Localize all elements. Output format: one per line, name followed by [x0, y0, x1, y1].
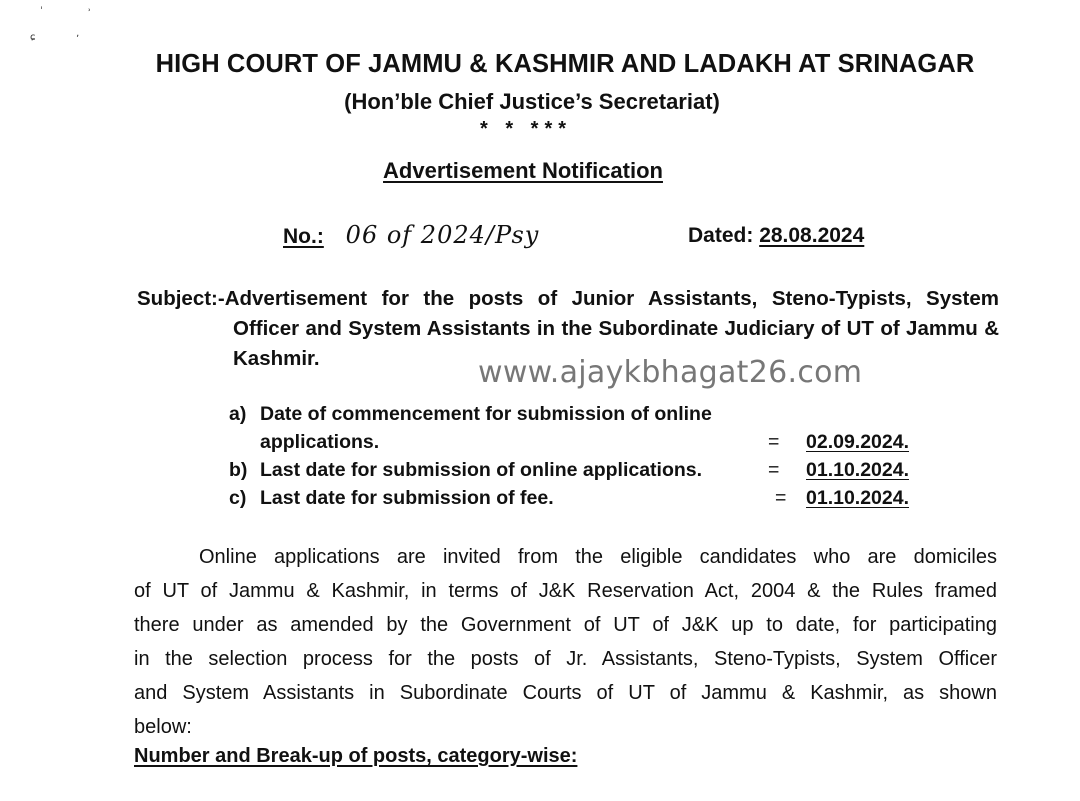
- dated-label: Dated:: [688, 224, 754, 247]
- date-item-marker: c): [229, 487, 247, 509]
- equals-sign: =: [768, 431, 780, 453]
- posts-breakup-heading: Number and Break-up of posts, category-wise:: [134, 745, 578, 767]
- star-separator: * * ***: [479, 118, 573, 140]
- paragraph-line: and System Assistants in Subordinate Courts of UT of Jammu & Kashmir, as shown: [134, 682, 997, 704]
- subject-continuation: Officer and System Assistants in the Subordinate Judiciary of UT of Jammu & Kashmir.: [233, 317, 999, 370]
- paragraph-line: in the selection process for the posts of Jr. Assistants, Steno-Typists, System Officer: [134, 648, 997, 670]
- court-name-heading: HIGH COURT OF JAMMU & KASHMIR AND LADAKH AT SRINAGAR: [155, 50, 975, 78]
- secretariat-subheading: (Hon’ble Chief Justice’s Secretariat): [344, 89, 720, 114]
- paragraph-line: there under as amended by the Government of UT of J&K up to date, for participating: [134, 614, 997, 636]
- paragraph-line: Online applications are invited from the eligible candidates who are domiciles: [199, 546, 997, 568]
- date-item-text: Last date for submission of online applications.: [260, 459, 703, 481]
- equals-sign: =: [768, 459, 780, 481]
- number-label: No.:: [283, 225, 324, 248]
- website-watermark: www.ajaykbhagat26.com: [478, 355, 863, 390]
- date-item-text-continued: applications.: [260, 431, 380, 453]
- date-item-value: 01.10.2024.: [806, 487, 910, 509]
- subject-first-text: Advertisement for the posts of Junior Assistants, Steno-Typists, System: [224, 287, 999, 310]
- date-item-value: 01.10.2024.: [806, 459, 910, 481]
- date-item-text: Last date for submission of fee.: [260, 487, 554, 509]
- date-item-text: Date of commencement for submission of online: [260, 403, 712, 425]
- subject-label: Subject:-: [137, 287, 225, 310]
- subject-first-line: [137, 284, 999, 314]
- equals-sign: =: [775, 487, 787, 509]
- notification-title: Advertisement Notification: [383, 158, 663, 183]
- paragraph-line: of UT of Jammu & Kashmir, in terms of J&K Reservation Act, 2004 & the Rules framed: [134, 580, 997, 602]
- paragraph-line: below:: [134, 716, 192, 738]
- invitation-paragraph: [134, 540, 997, 744]
- advertisement-notification-page: ˈ ʾ ɕ ʼ HIGH COURT OF JAMMU & KASHMIR AND LADAKH AT SRINAGAR (Hon’ble Chief Justice’s Secretariat) * * *** Advertisement Notification No.: 06 of 2024/Psy Dated: 28.08.2024 Subject:-Advertisement for the posts of Junior Assistants, Steno-Typists, System Officer and System Assistants in the Subordinate Judiciary of UT of Jammu & Kashmir. www.ajaykbhagat26.com a) Date of commencement for submission of online applications. = 02.09.2024. b) Last date for submission of online applications. = 01.10.2024. c) Last date for submission of fee. = 01.10.2024. Online applications are invited from the eligible candidates who are domiciles of UT of Jammu & Kashmir, in terms of J&K Reservation Act, 2004 & the Rules framed there under as amended by the Government of UT of J&K up to date, for participating in the selection process for the posts of Jr. Assistants, Steno-Typists, System Officer and System Assistants in Subordinate Courts of UT of Jammu & Kashmir, as shown below: Number and Break-up of posts, category-wise:: [0, 0, 1080, 801]
- date-item-marker: b): [229, 459, 248, 481]
- date-item-value: 02.09.2024.: [806, 431, 910, 453]
- notification-date: [688, 224, 864, 248]
- dated-value: 28.08.2024: [759, 224, 865, 247]
- notification-number: [283, 221, 539, 249]
- date-item-marker: a): [229, 403, 247, 425]
- number-value: 06 of 2024/Psy: [345, 221, 540, 249]
